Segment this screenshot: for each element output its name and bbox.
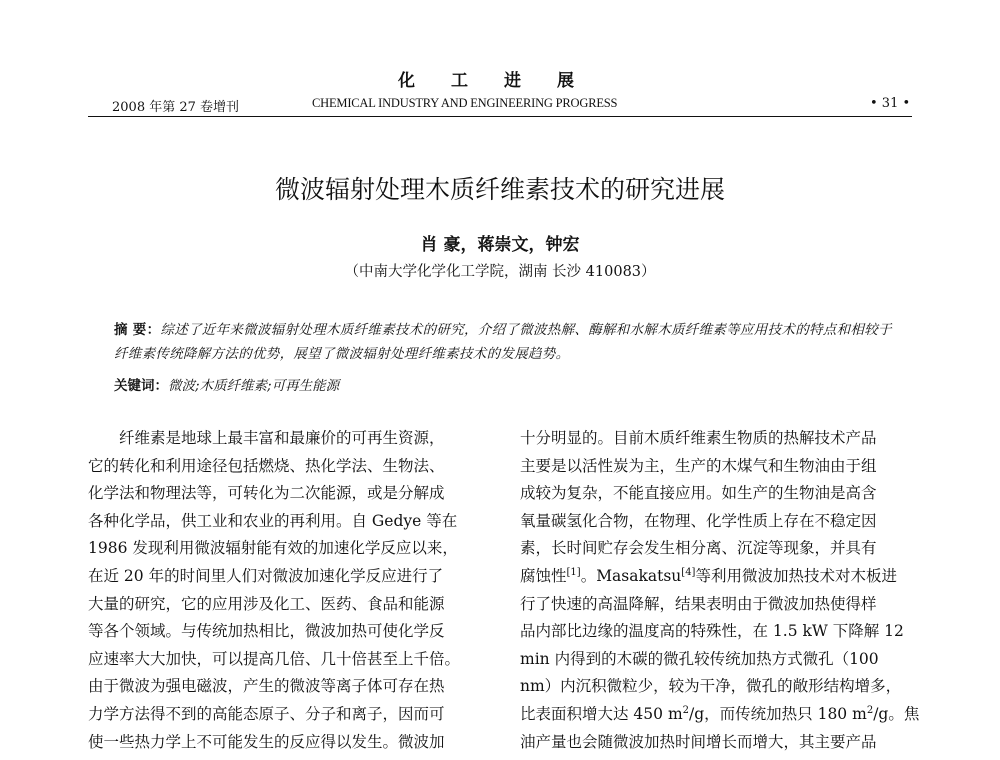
- body-line: 等各个领域。与传统加热相比，微波加热可使化学反: [88, 622, 445, 641]
- article-title: 微波辐射处理木质纤维素技术的研究进展: [274, 175, 725, 204]
- issue-info: 2008 年第 27 卷增刊: [112, 100, 240, 115]
- body-line: 它的转化和利用途径包括燃烧、热化学法、生物法、: [88, 456, 445, 475]
- abstract: [114, 318, 899, 366]
- superscript: 2: [682, 704, 690, 716]
- body-line: 大量的研究，它的应用涉及化工、医药、食品和能源: [88, 594, 445, 613]
- body-line: 由于微波为强电磁波，产生的微波等离子体可存在热: [88, 677, 445, 696]
- body-line: 品内部比边缘的温度高的特殊性，在 1.5 kW 下降解 12: [520, 622, 904, 641]
- journal-english-title: CHEMICAL INDUSTRY AND ENGINEERING PROGRESS: [312, 96, 618, 110]
- body-line: [520, 563, 919, 591]
- body-line: 主要是以活性炭为主，生产的木煤气和生物油由于组: [520, 456, 877, 475]
- body-line: 在近 20 年的时间里人们对微波加速化学反应进行了: [88, 566, 444, 585]
- body-text: 腐蚀性: [520, 566, 567, 585]
- body-line: 成较为复杂，不能直接应用。如生产的生物油是高含: [520, 484, 877, 503]
- body-line: 1986 发现利用微波辐射能有效的加速化学反应以来，: [88, 539, 458, 558]
- body-text: 等利用微波加热技术对木板进: [695, 566, 897, 585]
- body-text: 比表面积增大达 450 m: [520, 704, 683, 723]
- body-column-left: [88, 425, 460, 756]
- body-text: /g。焦: [873, 704, 920, 723]
- body-text: 。Masakatsu: [580, 566, 682, 585]
- keywords-text: 微波;木质纤维素;可再生能源: [168, 378, 340, 394]
- citation-ref: [4]: [681, 566, 696, 578]
- body-column-right: [520, 425, 919, 756]
- abstract-label: 摘 要：: [114, 322, 161, 338]
- body-line: 各种化学品，供工业和农业的再利用。自 Gedye 等在: [88, 511, 458, 530]
- body-line: 化学法和物理法等，可转化为二次能源，或是分解成: [88, 484, 445, 503]
- body-line: 纤维素是地球上最丰富和最廉价的可再生资源，: [88, 429, 445, 447]
- page-number: • 31 •: [870, 96, 911, 111]
- citation-ref: [1]: [566, 566, 581, 578]
- keywords-label: 关键词：: [114, 378, 168, 394]
- body-line: 十分明显的。目前木质纤维素生物质的热解技术产品: [520, 429, 877, 447]
- superscript: 2: [866, 704, 874, 716]
- header-divider: [88, 116, 912, 117]
- body-line: [520, 701, 919, 729]
- keywords: [114, 374, 339, 394]
- body-line: 素，长时间贮存会发生相分离、沉淀等现象，并具有: [520, 539, 877, 558]
- body-line: nm）内沉积微粒少，较为干净，微孔的敞形结构增多，: [520, 677, 902, 696]
- body-line: min 内得到的木碳的微孔较传统加热方式微孔（100: [520, 649, 879, 668]
- body-text: /g，而传统加热只 180 m: [689, 704, 867, 723]
- journal-chinese-title: 化工进展: [398, 71, 610, 91]
- body-line: 油产量也会随微波加热时间增长而增大，其主要产品: [520, 732, 877, 751]
- author-affiliation: （中南大学化学化工学院，湖南 长沙 410083）: [344, 264, 656, 280]
- body-line: 行了快速的高温降解，结果表明由于微波加热使得样: [520, 594, 877, 613]
- body-line: 使一些热力学上不可能发生的反应得以发生。微波加: [88, 732, 445, 751]
- body-line: 应速率大大加快，可以提高几倍、几十倍甚至上千倍。: [88, 649, 461, 668]
- abstract-text: 综述了近年来微波辐射处理木质纤维素技术的研究，介绍了微波热解、酶解和水解木质纤维素等应用技术的特点和相较于纤维素传统降解方法的优势，展望了微波辐射处理纤维素技术的发展趋势。: [114, 322, 892, 362]
- article-authors: 肖 豪，蒋崇文，钟宏: [420, 235, 580, 255]
- body-line: 氧量碳氢化合物，在物理、化学性质上存在不稳定因: [520, 511, 877, 530]
- body-line: 力学方法得不到的高能态原子、分子和离子，因而可: [88, 704, 445, 723]
